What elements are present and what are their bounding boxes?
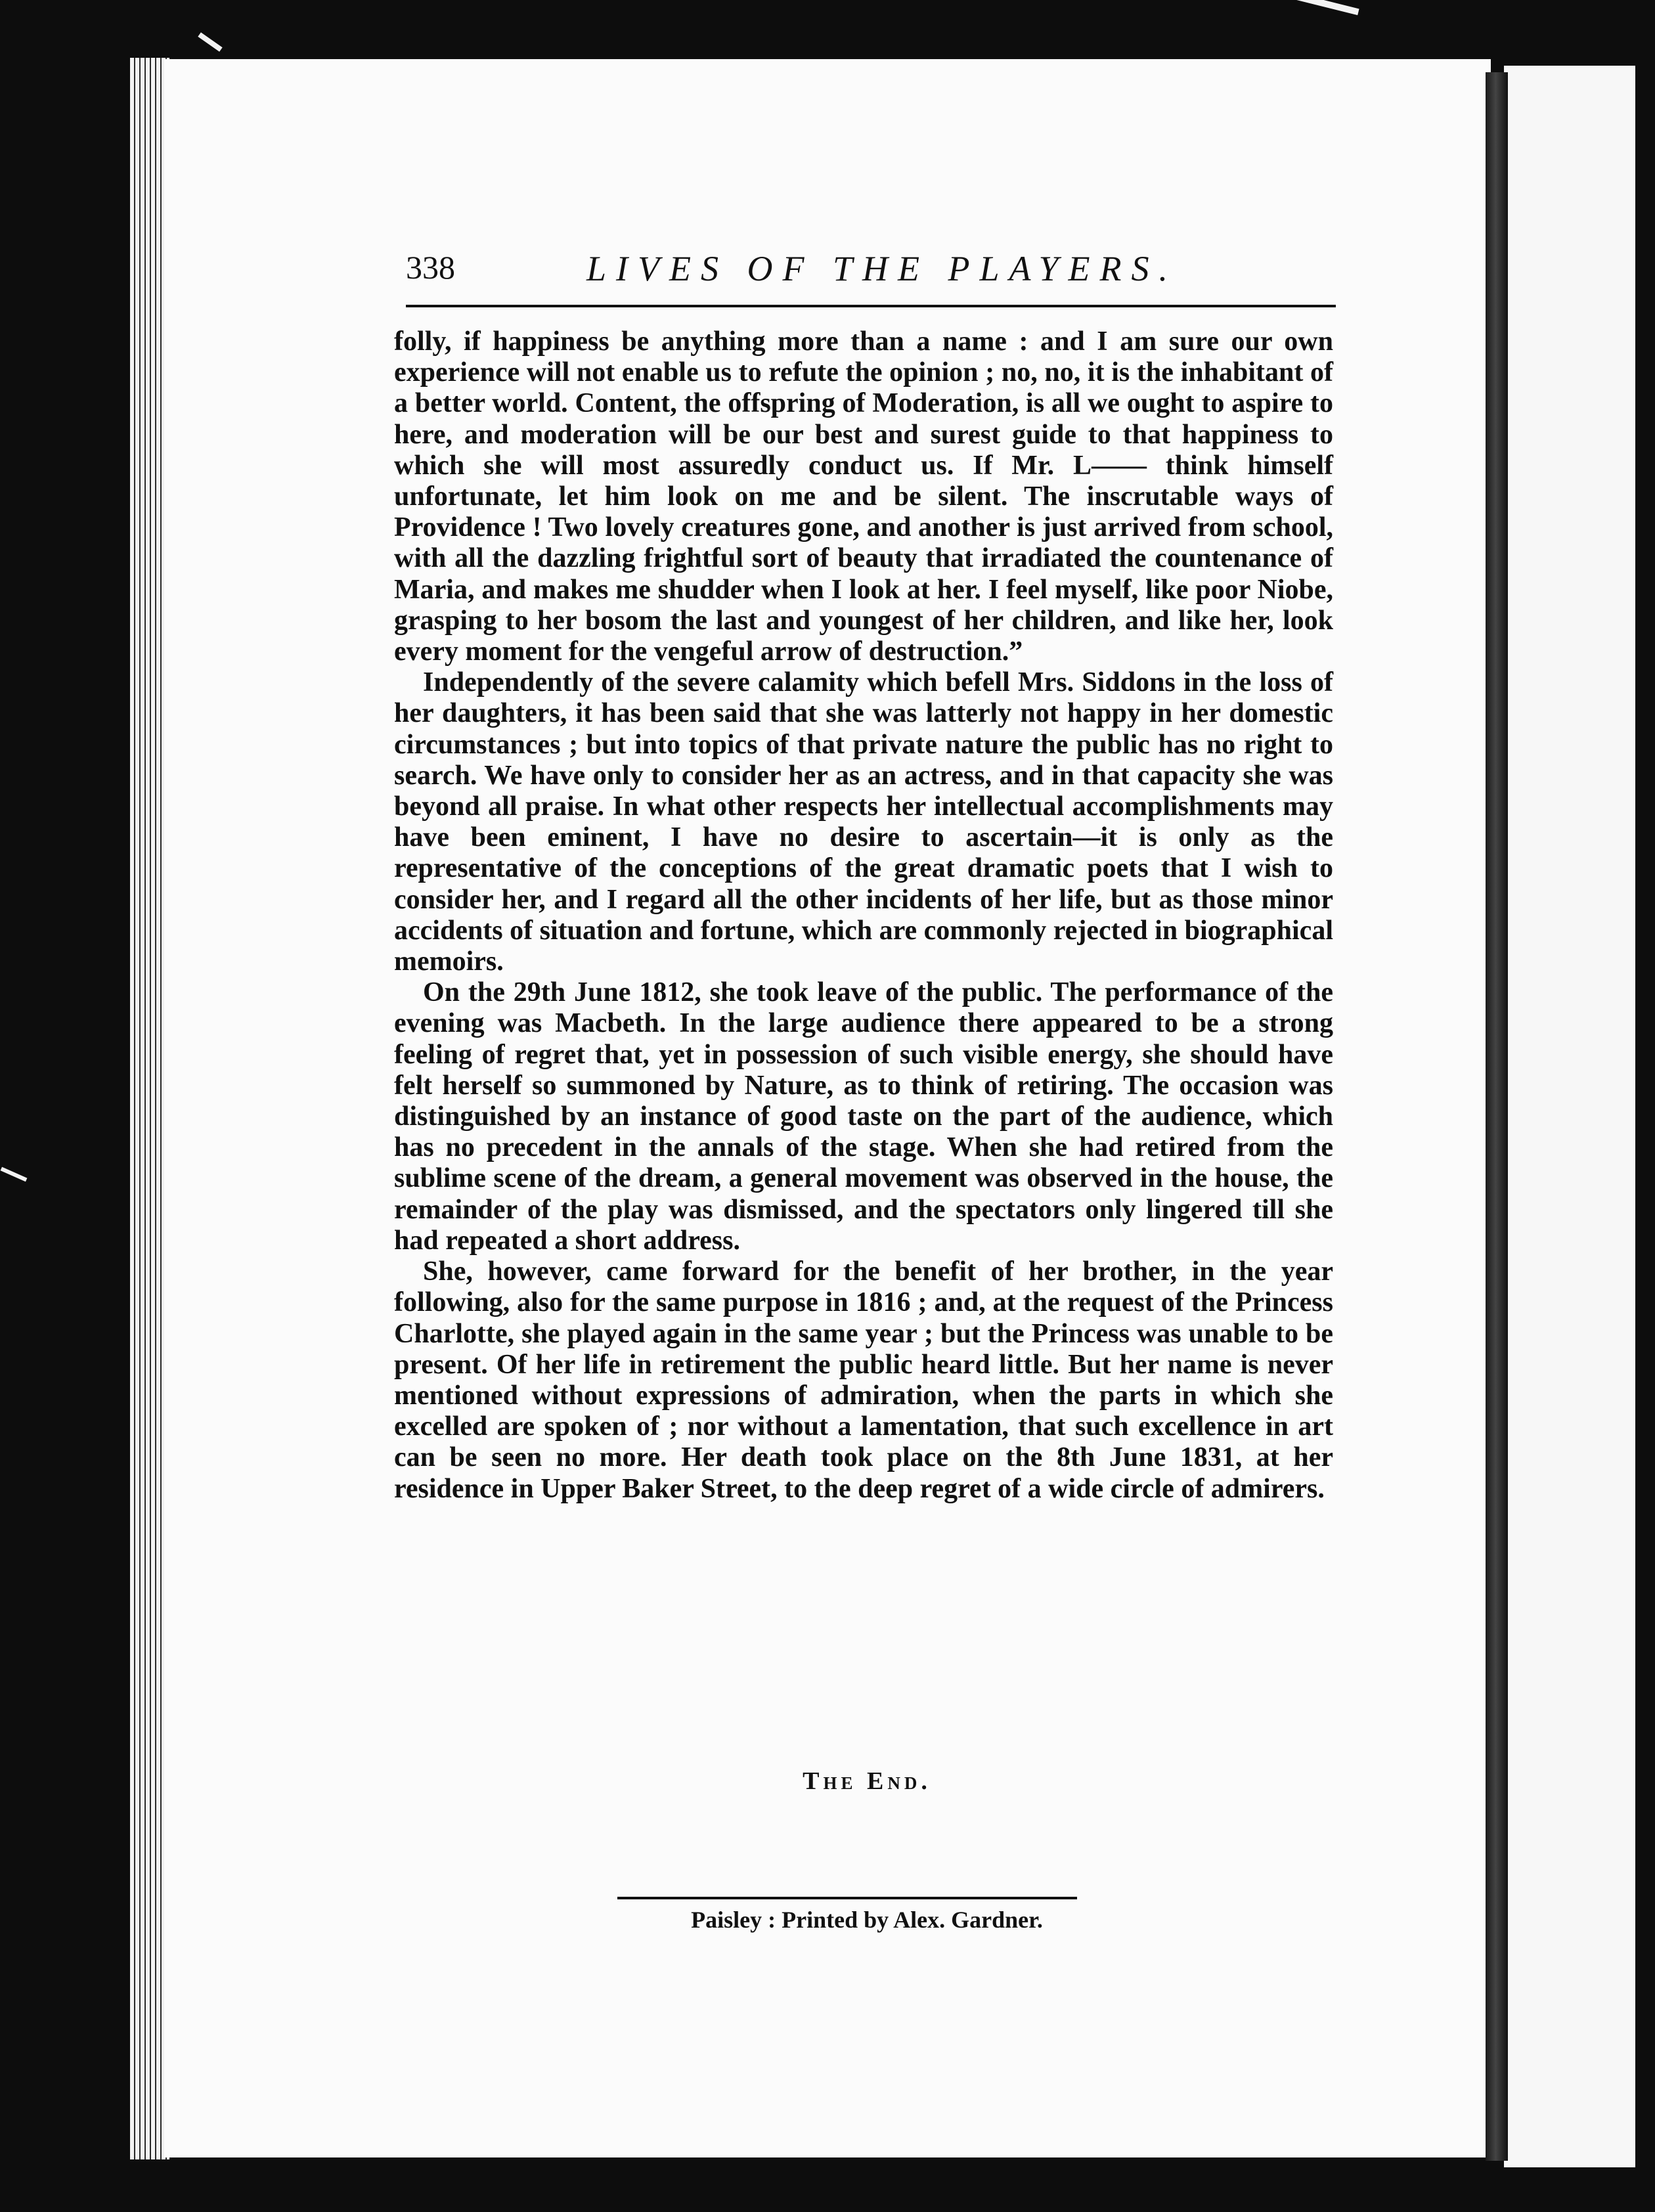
page-number: 338 (406, 249, 455, 286)
imprint-rule (617, 1897, 1077, 1899)
scan-debris-corner (198, 32, 222, 51)
page-edges (130, 58, 169, 2159)
running-header (406, 243, 1336, 296)
running-title: LIVES OF THE PLAYERS. (586, 249, 1178, 288)
paragraph: folly, if happiness be anything more than a name : and I am sure our own experience will not enable us to refute the opinion ; no, no, it is the inhabitant of a better world. Content, the offspring of Moderation, is all we ought to aspire to here, and moderation will be our best and surest guide to that happiness to which she will most assuredly conduct us. If Mr. L—— think himself unfortunate, let him look on me and be silent. The inscrutable ways of Providence ! Two lovely creatures gone, and another is just arrived from school, with all the dazzling frightful sort of beauty that irradiated the countenance of Maria, and makes me shudder when I look at her. I feel myself, like poor Niobe, grasping to her bosom the last and youngest of her children, and like her, look every moment for the vengeful arrow of destruction.” (394, 326, 1333, 667)
scan-debris-left (1, 1167, 28, 1182)
header-rule (406, 305, 1336, 307)
facing-page-edge (1504, 66, 1635, 2167)
the-end-heading: The End. (803, 1767, 931, 1795)
paragraph: On the 29th June 1812, she took leave of the public. The performance of the evening was Macbeth. In the large audience there appeared to be a strong feeling of regret that, yet in possession of such visible energy, she should have felt herself so summoned by Nature, as to think of retiring. The occasion was distinguished by an instance of good taste on the part of the audience, which has no precedent in the annals of the stage. When she had retired from the sublime scene of the dream, a general movement was observed in the house, the remainder of the play was dismissed, and the spectators only lingered till she had repeated a short address. (394, 977, 1333, 1256)
paragraph: She, however, came forward for the benefit of her brother, in the year following, also for the same purpose in 1816 ; and, at the request of the Princess Charlotte, she played again in the same year ; but the Princess was unable to be present. Of her life in retirement the public heard little. But her name is never mentioned without expressions of admiration, when the parts in which she excelled are spoken of ; nor without a lamentation, that such excellence in art can be seen no more. Her death took place on the 8th June 1831, at her residence in Upper Baker Street, to the deep regret of a wide circle of admirers. (394, 1256, 1333, 1504)
paragraph: Independently of the severe calamity which befell Mrs. Siddons in the loss of her daughters, it has been said that she was latterly not happy in her domestic circumstances ; but into topics of that private nature the public has no right to search. We have only to consider her as an actress, and in that capacity she was beyond all praise. In what other respects her intellectual accomplishments may have been eminent, I have no desire to ascertain—it is only as the representative of the conceptions of the great dramatic poets that I wish to consider her, and I regard all the other incidents of her life, but as those minor accidents of situation and fortune, which are commonly rejected in biographical memoirs. (394, 667, 1333, 977)
printer-imprint: Paisley : Printed by Alex. Gardner. (691, 1907, 1043, 1933)
scan-debris-top (1287, 0, 1359, 15)
page-gutter-shadow (1486, 72, 1508, 2161)
body-text (394, 326, 1333, 1505)
